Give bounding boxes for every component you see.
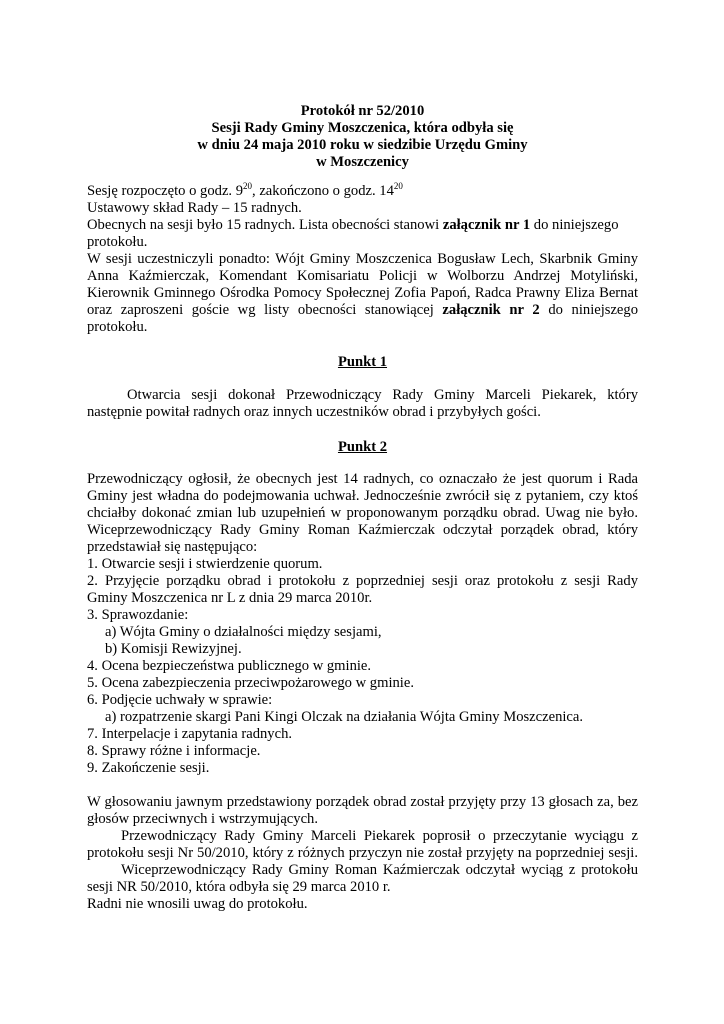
reading-line-1: Wiceprzewodniczący Rady Gminy Roman Kaźmierczak odczytał wyciąg z protokołu bbox=[121, 862, 638, 878]
punkt-1-line-2: następnie powitał radnych oraz innych uczestników obrad i przybyłych gości. bbox=[87, 404, 541, 420]
punkt-2-para-line-4: Wiceprzewodniczący Rady Gminy Roman Kaźmierczak odczytał porządek obrad, który bbox=[87, 522, 638, 538]
agenda-item-8: 8. Sprawy różne i informacje. bbox=[87, 743, 261, 759]
agenda-item-3b: b) Komisji Rewizyjnej. bbox=[105, 641, 242, 657]
agenda-item-3: 3. Sprawozdanie: bbox=[87, 607, 189, 623]
attendance-line: Obecnych na sesji było 15 radnych. Lista obecności stanowi załącznik nr 1 do niniejszego bbox=[87, 217, 619, 233]
request-line-2: protokołu sesji Nr 50/2010, który z różnych przyczyn nie został przyjęty na poprzedniej sesji. bbox=[87, 845, 638, 861]
agenda-item-4: 4. Ocena bezpieczeństwa publicznego w gminie. bbox=[87, 658, 372, 674]
agenda-item-7: 7. Interpelacje i zapytania radnych. bbox=[87, 726, 293, 742]
statutory-composition: Ustawowy skład Rady – 15 radnych. bbox=[87, 200, 302, 216]
request-line-1: Przewodniczący Rady Gminy Marceli Piekarek poprosił o przeczytanie wyciągu z bbox=[121, 828, 638, 844]
punkt-2-body bbox=[87, 471, 638, 777]
guests-line-1: W sesji uczestniczyli ponadto: Wójt Gminy Moszczenica Bogusław Lech, Skarbnik Gminy bbox=[87, 251, 638, 267]
punkt-1-line-1: Otwarcia sesji dokonał Przewodniczący Rady Gminy Marceli Piekarek, który bbox=[127, 387, 638, 403]
guests-line-5: protokołu. bbox=[87, 319, 148, 335]
guests-line-4: oraz zaproszeni goście wg listy obecności stanowiącej załącznik nr 2 do niniejszego bbox=[87, 302, 639, 318]
session-times: Sesję rozpoczęto o godz. $9^{20}$, zakończono o godz. $14^{20}$ bbox=[87, 181, 403, 199]
document-title bbox=[87, 103, 638, 171]
agenda-item-1: 1. Otwarcie sesji i stwierdzenie quorum. bbox=[87, 556, 323, 572]
punkt-1-body bbox=[87, 387, 638, 421]
vote-line-2: głosów przeciwnych i wstrzymujących. bbox=[87, 811, 318, 827]
guests-line-3: Kierownik Gminnego Ośrodka Pomocy Społecznej Zofia Papoń, Radca Prawny Eliza Bernat bbox=[87, 285, 638, 301]
agenda-item-9: 9. Zakończenie sesji. bbox=[87, 760, 210, 776]
final-line: Radni nie wnosili uwag do protokołu. bbox=[87, 896, 308, 912]
closing-section bbox=[87, 794, 638, 913]
title-line-4: w Moszczenicy bbox=[316, 154, 409, 170]
title-line-2: Sesji Rady Gminy Moszczenica, która odbyła się bbox=[211, 120, 514, 136]
agenda-item-2-cont: Gminy Moszczenica nr L z dnia 29 marca 2010r. bbox=[87, 590, 373, 606]
punkt-2-para-line-2: Gminy jest władna do podejmowania uchwał. Jednocześnie zwrócił się z pytaniem, czy ktoś bbox=[87, 488, 638, 504]
guests-line-2: Anna Kaźmierczak, Komendant Komisariatu Policji w Wolborzu Andrzej Motyliński, bbox=[87, 268, 638, 284]
punkt-1-heading: Punkt 1 bbox=[337, 354, 388, 370]
punkt-2-para-line-3: chciałby dokonać zmian lub uzupełnień w proponowanym porządku obrad. Uwag nie było. bbox=[87, 505, 638, 521]
agenda-item-2: 2. Przyjęcie porządku obrad i protokołu z poprzedniej sesji oraz protokołu z sesji Rady bbox=[87, 573, 638, 589]
punkt-2-para-line-1: Przewodniczący ogłosił, że obecnych jest 14 radnych, co oznaczało że jest quorum i Rada bbox=[87, 471, 638, 487]
punkt-2-heading: Punkt 2 bbox=[337, 439, 388, 455]
attendance-line-end: protokołu. bbox=[87, 234, 148, 250]
agenda-item-6: 6. Podjęcie uchwały w sprawie: bbox=[87, 692, 273, 708]
vote-line-1: W głosowaniu jawnym przedstawiony porządek obrad został przyjęty przy 13 głosach za, bez bbox=[87, 794, 638, 810]
reading-line-2: sesji NR 50/2010, która odbyła się 29 marca 2010 r. bbox=[87, 879, 391, 895]
punkt-2-para-line-5: przedstawiał się następująco: bbox=[87, 539, 258, 555]
agenda-item-3a: a) Wójta Gminy o działalności między sesjami, bbox=[105, 624, 382, 640]
title-line-1: Protokół nr 52/2010 bbox=[300, 103, 425, 119]
title-line-3: w dniu 24 maja 2010 roku w siedzibie Urzędu Gminy bbox=[197, 137, 528, 153]
agenda-item-6a: a) rozpatrzenie skargi Pani Kingi Olczak na działania Wójta Gminy Moszczenica. bbox=[105, 709, 584, 725]
agenda-item-5: 5. Ocena zabezpieczenia przeciwpożarowego w gminie. bbox=[87, 675, 414, 691]
intro-section bbox=[87, 183, 638, 336]
